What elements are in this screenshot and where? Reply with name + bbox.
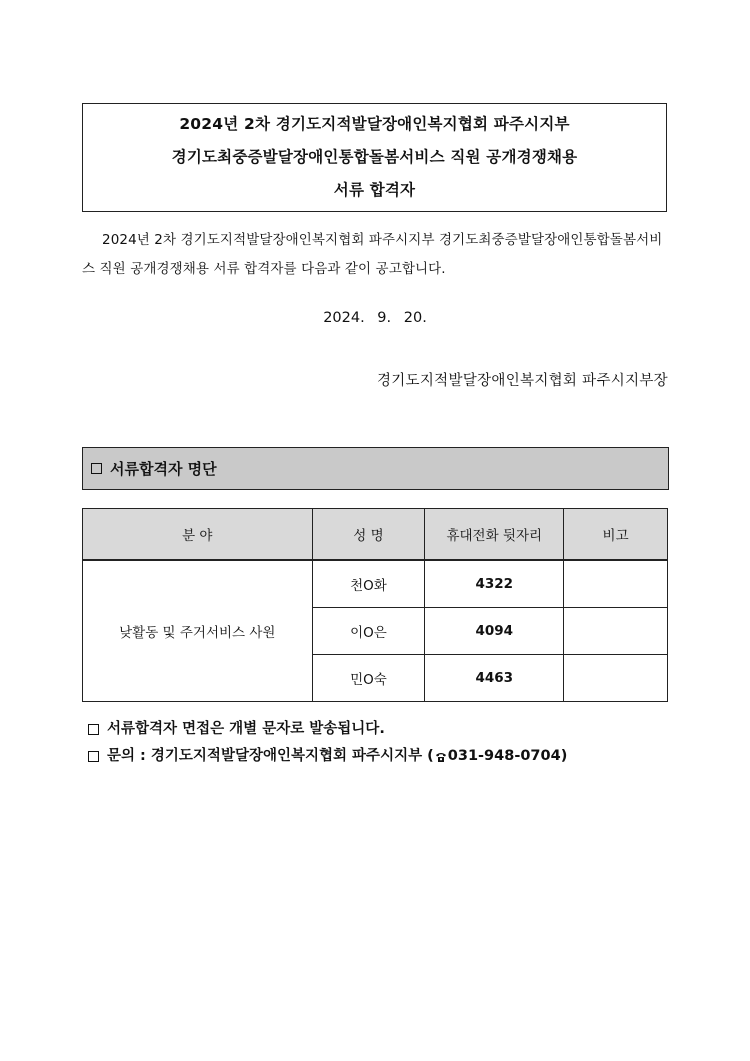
table-row bbox=[83, 560, 668, 608]
contact-phone: 031-948-0704) bbox=[447, 748, 568, 764]
note-cell bbox=[564, 655, 668, 702]
passer-table bbox=[82, 508, 668, 702]
title-line-3: 서류 합격자 bbox=[333, 181, 416, 199]
section-header bbox=[82, 447, 669, 490]
name-cell: 민O숙 bbox=[312, 655, 425, 702]
title-line-2: 경기도최중증발달장애인통합돌봄서비스 직원 공개경쟁채용 bbox=[171, 148, 578, 166]
announcement-date: 2024. 9. 20. bbox=[323, 310, 427, 326]
interview-note-text: 서류합격자 면접은 개별 문자로 발송됩니다. bbox=[107, 721, 385, 737]
telephone-icon bbox=[435, 751, 447, 763]
note-cell bbox=[564, 560, 668, 608]
notes bbox=[88, 716, 567, 770]
empty-square-icon bbox=[88, 751, 99, 762]
phone-cell: 4322 bbox=[425, 560, 564, 608]
header-field: 분 야 bbox=[83, 509, 313, 561]
phone-cell: 4463 bbox=[425, 655, 564, 702]
empty-square-icon bbox=[91, 463, 102, 474]
section-label: 서류합격자 명단 bbox=[110, 460, 217, 478]
empty-square-icon bbox=[88, 724, 99, 735]
header-name: 성 명 bbox=[312, 509, 425, 561]
name-cell: 천O화 bbox=[312, 560, 425, 608]
intro-paragraph: 2024년 2차 경기도지적발달장애인복지협회 파주시지부 경기도최중증발달장애인통합돌봄서비스 직원 공개경쟁채용 서류 합격자를 다음과 같이 공고합니다. bbox=[82, 232, 663, 277]
name-cell: 이O은 bbox=[312, 608, 425, 655]
table-header-row bbox=[83, 509, 668, 561]
title-line-1: 2024년 2차 경기도지적발달장애인복지협회 파주시지부 bbox=[179, 115, 570, 133]
interview-note bbox=[88, 716, 567, 743]
title-box bbox=[82, 103, 667, 212]
phone-cell: 4094 bbox=[425, 608, 564, 655]
contact-prefix: 문의 : 경기도지적발달장애인복지협회 파주시지부 ( bbox=[107, 748, 434, 764]
note-cell bbox=[564, 608, 668, 655]
contact-note bbox=[88, 743, 567, 770]
header-note: 비고 bbox=[564, 509, 668, 561]
organization-signature: 경기도지적발달장애인복지협회 파주시지부장 bbox=[376, 373, 668, 389]
field-cell: 낮활동 및 주거서비스 사원 bbox=[83, 560, 313, 702]
header-phone: 휴대전화 뒷자리 bbox=[425, 509, 564, 561]
